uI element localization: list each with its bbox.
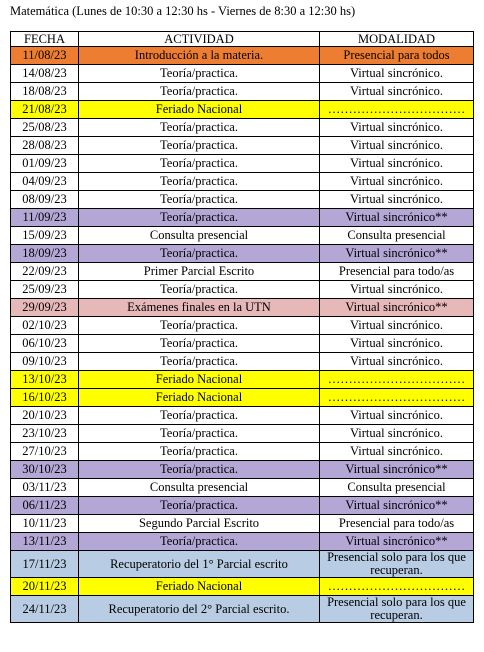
- cell-modalidad: Presencial para todo/as: [320, 515, 474, 533]
- cell-modalidad: Virtual sincrónico.: [320, 335, 474, 353]
- cell-fecha: 23/10/23: [11, 425, 79, 443]
- table-row: [11, 407, 474, 425]
- cell-modalidad: Consulta presencial: [320, 479, 474, 497]
- cell-modalidad: Virtual sincrónico.: [320, 407, 474, 425]
- cell-fecha: 02/10/23: [11, 317, 79, 335]
- cell-fecha: 13/10/23: [11, 371, 79, 389]
- cell-actividad: Teoría/practica.: [79, 353, 320, 371]
- table-row: [11, 209, 474, 227]
- cell-actividad: Teoría/practica.: [79, 119, 320, 137]
- cell-fecha: 25/08/23: [11, 119, 79, 137]
- header-modalidad: MODALIDAD: [320, 32, 474, 47]
- cell-actividad: Introducción a la materia.: [79, 47, 320, 65]
- cell-actividad: Teoría/practica.: [79, 281, 320, 299]
- table-row: [11, 371, 474, 389]
- table-row: [11, 245, 474, 263]
- cell-modalidad: Virtual sincrónico.: [320, 155, 474, 173]
- table-row: [11, 533, 474, 551]
- cell-actividad: Teoría/practica.: [79, 173, 320, 191]
- table-row: [11, 299, 474, 317]
- table-row: [11, 461, 474, 479]
- cell-modalidad: Virtual sincrónico.: [320, 83, 474, 101]
- table-row: [11, 596, 474, 623]
- table-row: [11, 83, 474, 101]
- cell-fecha: 06/10/23: [11, 335, 79, 353]
- cell-modalidad: Consulta presencial: [320, 227, 474, 245]
- table-row: [11, 101, 474, 119]
- cell-modalidad: Virtual sincrónico.: [320, 137, 474, 155]
- table-row: [11, 578, 474, 596]
- header-fecha: FECHA: [11, 32, 79, 47]
- table-row: [11, 551, 474, 578]
- cell-fecha: 17/11/23: [11, 551, 79, 578]
- table-row: [11, 317, 474, 335]
- table-row: [11, 425, 474, 443]
- cell-fecha: 08/09/23: [11, 191, 79, 209]
- cell-fecha: 11/08/23: [11, 47, 79, 65]
- cell-actividad: Feriado Nacional: [79, 371, 320, 389]
- cell-actividad: Consulta presencial: [79, 227, 320, 245]
- cell-modalidad: Presencial solo para los que recuperan.: [320, 596, 474, 623]
- table-row: [11, 497, 474, 515]
- cell-modalidad: Virtual sincrónico.: [320, 191, 474, 209]
- cell-actividad: Teoría/practica.: [79, 425, 320, 443]
- cell-actividad: Exámenes finales en la UTN: [79, 299, 320, 317]
- cell-fecha: 22/09/23: [11, 263, 79, 281]
- cell-fecha: 15/09/23: [11, 227, 79, 245]
- cell-modalidad: Virtual sincrónico.: [320, 443, 474, 461]
- cell-modalidad: Virtual sincrónico.: [320, 173, 474, 191]
- header-actividad: ACTIVIDAD: [79, 32, 320, 47]
- cell-fecha: 27/10/23: [11, 443, 79, 461]
- cell-fecha: 29/09/23: [11, 299, 79, 317]
- cell-actividad: Teoría/practica.: [79, 335, 320, 353]
- cell-actividad: Consulta presencial: [79, 479, 320, 497]
- table-row: [11, 263, 474, 281]
- cell-actividad: Recuperatorio del 1° Parcial escrito: [79, 551, 320, 578]
- cell-modalidad: ……………………………: [320, 371, 474, 389]
- cell-modalidad: Virtual sincrónico.: [320, 353, 474, 371]
- cell-modalidad: ……………………………: [320, 389, 474, 407]
- cell-fecha: 20/10/23: [11, 407, 79, 425]
- table-row: [11, 137, 474, 155]
- cell-modalidad: Virtual sincrónico**: [320, 461, 474, 479]
- table-row: [11, 479, 474, 497]
- cell-modalidad: Virtual sincrónico.: [320, 281, 474, 299]
- cell-modalidad: Virtual sincrónico.: [320, 425, 474, 443]
- cell-modalidad: ……………………………: [320, 101, 474, 119]
- cell-fecha: 14/08/23: [11, 65, 79, 83]
- cell-modalidad: Virtual sincrónico**: [320, 497, 474, 515]
- table-row: [11, 335, 474, 353]
- cell-fecha: 30/10/23: [11, 461, 79, 479]
- table-row: [11, 515, 474, 533]
- table-row: [11, 353, 474, 371]
- cell-fecha: 24/11/23: [11, 596, 79, 623]
- cell-actividad: Teoría/practica.: [79, 461, 320, 479]
- table-row: [11, 173, 474, 191]
- cell-fecha: 21/08/23: [11, 101, 79, 119]
- cell-fecha: 09/10/23: [11, 353, 79, 371]
- cell-modalidad: Presencial para todos: [320, 47, 474, 65]
- cell-actividad: Feriado Nacional: [79, 578, 320, 596]
- table-row: [11, 389, 474, 407]
- table-row: [11, 155, 474, 173]
- table-row: [11, 191, 474, 209]
- table-row: [11, 119, 474, 137]
- cell-actividad: Primer Parcial Escrito: [79, 263, 320, 281]
- cell-modalidad: Virtual sincrónico.: [320, 65, 474, 83]
- cell-actividad: Teoría/practica.: [79, 497, 320, 515]
- cell-fecha: 03/11/23: [11, 479, 79, 497]
- cell-actividad: Recuperatorio del 2° Parcial escrito.: [79, 596, 320, 623]
- cell-fecha: 11/09/23: [11, 209, 79, 227]
- cell-actividad: Teoría/practica.: [79, 191, 320, 209]
- cell-actividad: Teoría/practica.: [79, 83, 320, 101]
- cell-actividad: Teoría/practica.: [79, 209, 320, 227]
- schedule-table: [10, 31, 474, 623]
- table-row: [11, 47, 474, 65]
- cell-actividad: Teoría/practica.: [79, 533, 320, 551]
- cell-modalidad: Virtual sincrónico**: [320, 533, 474, 551]
- page-title: Matemática (Lunes de 10:30 a 12:30 hs - Viernes de 8:30 a 12:30 hs): [10, 4, 356, 18]
- cell-actividad: Teoría/practica.: [79, 443, 320, 461]
- cell-modalidad: Virtual sincrónico**: [320, 209, 474, 227]
- cell-actividad: Segundo Parcial Escrito: [79, 515, 320, 533]
- cell-modalidad: Virtual sincrónico.: [320, 119, 474, 137]
- cell-actividad: Teoría/practica.: [79, 245, 320, 263]
- table-row: [11, 65, 474, 83]
- cell-fecha: 01/09/23: [11, 155, 79, 173]
- cell-fecha: 20/11/23: [11, 578, 79, 596]
- cell-fecha: 13/11/23: [11, 533, 79, 551]
- cell-fecha: 10/11/23: [11, 515, 79, 533]
- cell-actividad: Teoría/practica.: [79, 137, 320, 155]
- cell-actividad: Teoría/practica.: [79, 317, 320, 335]
- cell-fecha: 25/09/23: [11, 281, 79, 299]
- table-row: [11, 227, 474, 245]
- cell-modalidad: Virtual sincrónico**: [320, 245, 474, 263]
- cell-actividad: Teoría/practica.: [79, 155, 320, 173]
- cell-modalidad: Virtual sincrónico.: [320, 317, 474, 335]
- cell-fecha: 16/10/23: [11, 389, 79, 407]
- table-row: [11, 443, 474, 461]
- cell-actividad: Feriado Nacional: [79, 389, 320, 407]
- cell-fecha: 18/08/23: [11, 83, 79, 101]
- cell-modalidad: ……………………………: [320, 578, 474, 596]
- table-row: [11, 281, 474, 299]
- cell-actividad: Teoría/practica.: [79, 65, 320, 83]
- cell-modalidad: Virtual sincrónico**: [320, 299, 474, 317]
- cell-fecha: 04/09/23: [11, 173, 79, 191]
- header-row: [11, 32, 474, 47]
- cell-modalidad: Presencial solo para los que recuperan.: [320, 551, 474, 578]
- cell-fecha: 06/11/23: [11, 497, 79, 515]
- cell-modalidad: Presencial para todo/as: [320, 263, 474, 281]
- cell-actividad: Teoría/practica.: [79, 407, 320, 425]
- cell-actividad: Feriado Nacional: [79, 101, 320, 119]
- cell-fecha: 18/09/23: [11, 245, 79, 263]
- cell-fecha: 28/08/23: [11, 137, 79, 155]
